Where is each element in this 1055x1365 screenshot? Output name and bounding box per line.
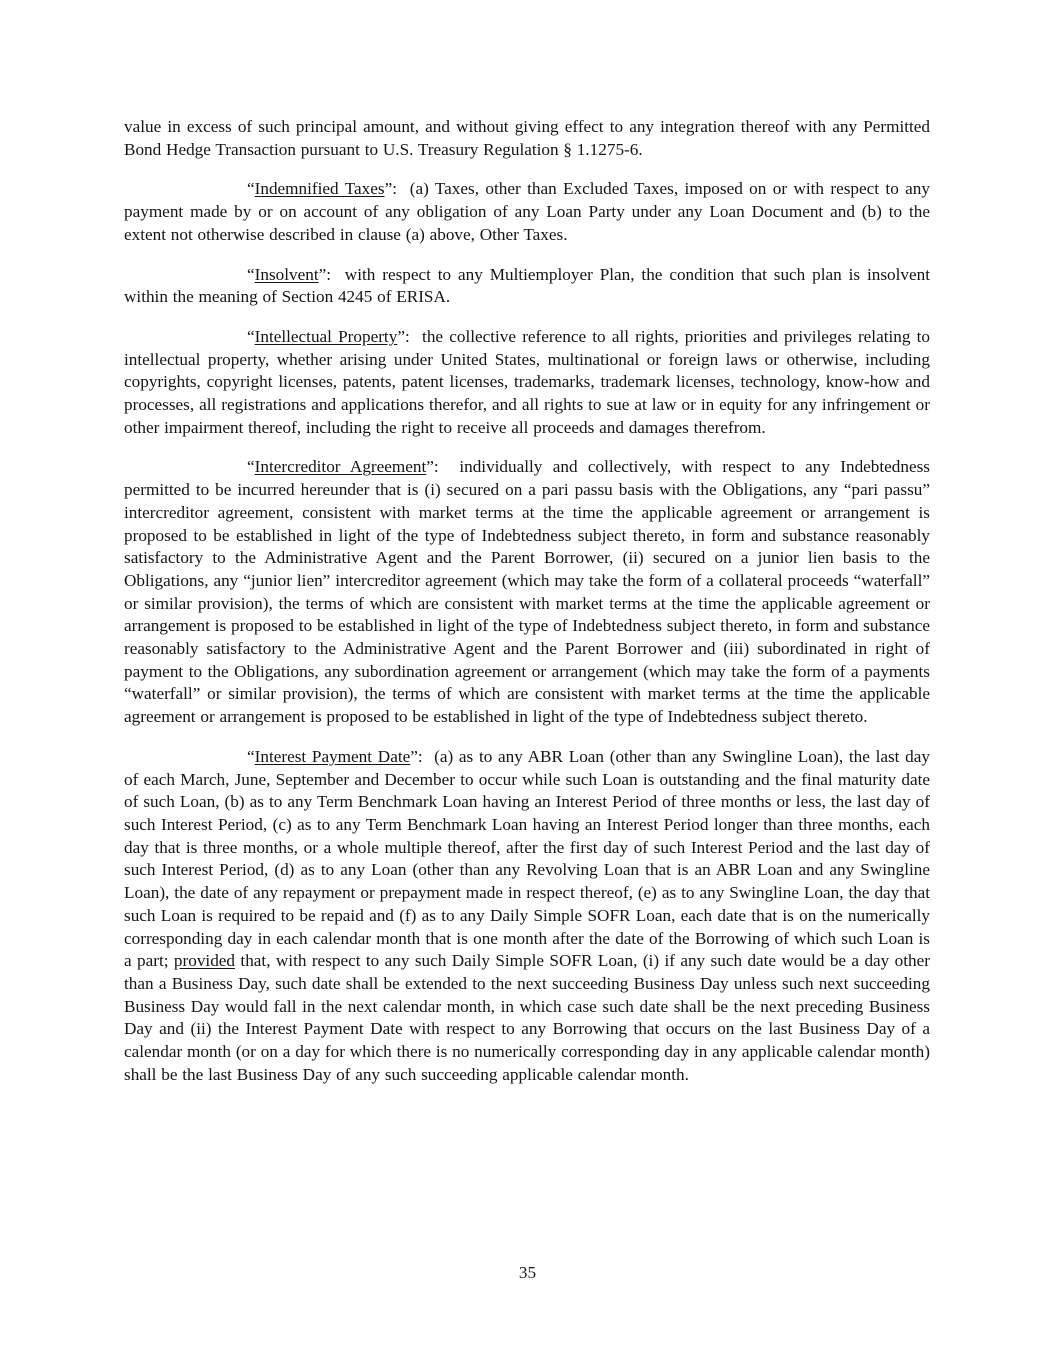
document-body — [124, 116, 930, 1103]
text-run: ”: individually and collectively, with respect to any Indebtedness permitted to be incurred hereunder that is (i) secured on a pari passu basis with the Obligations, any “pari passu” intercreditor agreement, consistent with market terms at the time the applicable agreement or arrangement is proposed to be established in light of the type of Indebtedness subject thereto, in form and substance reasonably satisfactory to the Administrative Agent and the Parent Borrower, (ii) secured on a junior lien basis to the Obligations, any “junior lien” intercreditor agreement (which may take the form of a collateral proceeds “waterfall” or similar provision), the terms of which are consistent with market terms at the time the applicable agreement or arrangement is proposed to be established in light of the type of Indebtedness subject thereto, in form and substance reasonably satisfactory to the Administrative Agent and the Parent Borrower and (iii) subordinated in right of payment to the Obligations, any subordination agreement or arrangement (which may take the form of a payments “waterfall” or similar provision), the terms of which are consistent with market terms at the time the applicable agreement or arrangement is proposed to be established in light of the type of Indebtedness subject thereto. — [124, 457, 930, 727]
text-run: that, with respect to any such Daily Simple SOFR Loan, (i) if any such date would be a day other than a Business Day, such date shall be extended to the next succeeding Business Day unless such next succeeding Business Day would fall in the next calendar month, in which case such date shall be the next preceding Business Day and (ii) the Interest Payment Date with respect to any Borrowing that occurs on the last Business Day of a calendar month (or on a day for which there is no numerically corresponding day in any applicable calendar month) shall be the last Business Day of any such succeeding applicable calendar month. — [124, 951, 930, 1084]
text-run: “ — [247, 179, 255, 199]
paragraph — [124, 264, 930, 309]
page-number: 35 — [518, 1263, 537, 1282]
defined-term: Indemnified Taxes — [254, 179, 385, 199]
text-run: ”: the collective reference to all rights, priorities and privileges relating to intellectual property, whether arising under United States, multinational or foreign laws or otherwise, including copyrights, copyright licenses, patents, patent licenses, trademarks, trademark licenses, technology, know-how and processes, all registrations and applications therefor, and all rights to sue at law or in equity for any infringement or other impairment thereof, including the right to receive all proceeds and damages therefrom. — [124, 326, 930, 437]
text-run: “ — [247, 746, 255, 766]
text-run: ”: (a) as to any ABR Loan (other than any Swingline Loan), the last day of each March, June, September and December to occur while such Loan is outstanding and the final maturity date of such Loan, (b) as to any Term Benchmark Loan having an Interest Period of three months or less, the last day of such Interest Period, (c) as to any Term Benchmark Loan having an Interest Period longer than three months, each day that is three months, or a whole multiple thereof, after the first day of such Interest Period and the last day of such Interest Period, (d) as to any Loan (other than any Revolving Loan that is an ABR Loan and any Swingline Loan), the date of any repayment or prepayment made in respect thereof, (e) as to any Swingline Loan, the day that such Loan is required to be repaid and (f) as to any Daily Simple SOFR Loan, each date that is on the numerically corresponding day in each calendar month that is one month after the date of the Borrowing of which such Loan is a part; — [124, 746, 930, 971]
paragraph — [124, 746, 930, 1087]
paragraph — [124, 116, 930, 161]
defined-term: Intercreditor Agreement — [254, 457, 427, 477]
text-run: “ — [247, 457, 255, 477]
text-run: ”: (a) Taxes, other than Excluded Taxes, imposed on or with respect to any payment made by or on account of any obligation of any Loan Party under any Loan Document and (b) to the extent not otherwise described in clause (a) above, Other Taxes. — [124, 179, 930, 244]
defined-term: Intellectual Property — [254, 326, 398, 346]
paragraph — [124, 326, 930, 440]
defined-term: Interest Payment Date — [254, 746, 411, 766]
defined-term: provided — [173, 951, 236, 971]
text-run: ”: with respect to any Multiemployer Plan, the condition that such plan is insolvent within the meaning of Section 4245 of ERISA. — [124, 264, 930, 307]
paragraph — [124, 178, 930, 246]
text-run: “ — [247, 264, 255, 284]
text-run: “ — [247, 326, 255, 346]
defined-term: Insolvent — [254, 264, 319, 284]
text-run: value in excess of such principal amount, and without giving effect to any integration thereof with any Permitted Bond Hedge Transaction pursuant to U.S. Treasury Regulation § 1.1275-6. — [124, 117, 930, 159]
paragraph — [124, 456, 930, 728]
